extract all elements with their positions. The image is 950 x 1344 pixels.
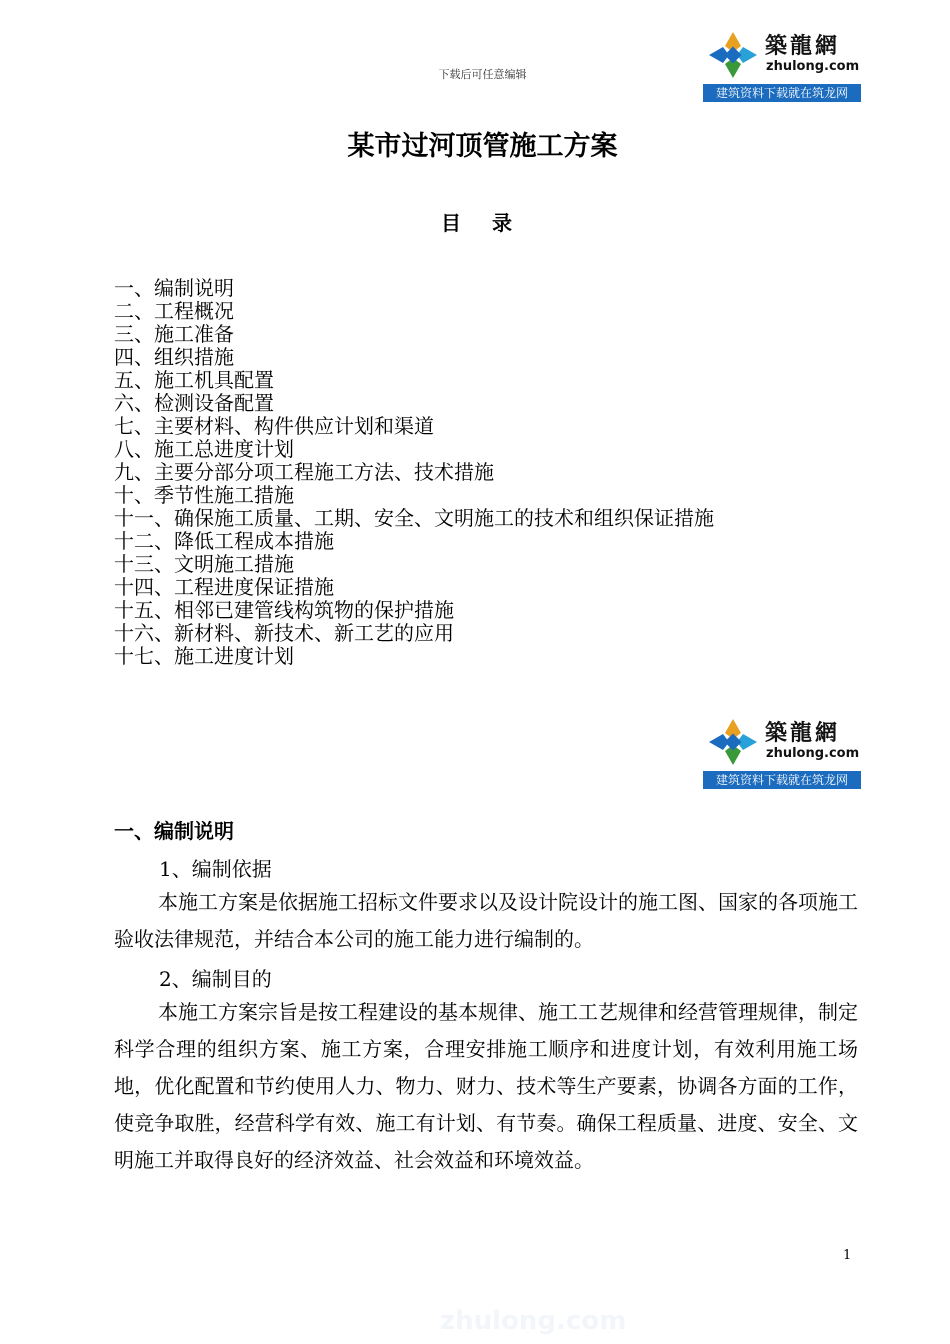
toc-item: 七、主要材料、构件供应计划和渠道: [114, 414, 434, 438]
toc-item: 八、施工总进度计划: [114, 437, 294, 461]
watermark: zhulong.com: [440, 1306, 627, 1336]
zhulong-logo-top: [703, 26, 861, 102]
toc-item: 十、季节性施工措施: [114, 483, 294, 507]
toc-item: 十一、确保施工质量、工期、安全、文明施工的技术和组织保证措施: [114, 506, 714, 530]
toc-item: 十五、相邻已建管线构筑物的保护措施: [114, 598, 454, 622]
toc-heading: 目 录: [441, 211, 524, 235]
document-title: 某市过河顶管施工方案: [347, 131, 618, 162]
toc-item: 十七、施工进度计划: [114, 644, 294, 668]
logo-domain: zhulong.com: [766, 59, 860, 74]
toc-item: 十四、工程进度保证措施: [114, 575, 334, 599]
page-number: 1: [843, 1248, 852, 1263]
subsection-heading: 2、编制目的: [159, 967, 272, 991]
logo-domain: zhulong.com: [766, 746, 860, 761]
toc-item: 五、施工机具配置: [114, 368, 274, 392]
header-note: 下载后可任意编辑: [438, 68, 527, 81]
zhulong-logo-middle: [703, 713, 861, 789]
toc-item: 十六、新材料、新技术、新工艺的应用: [114, 621, 454, 645]
toc-item: 四、组织措施: [114, 345, 234, 369]
section-heading: 一、编制说明: [114, 819, 234, 843]
toc-item: 三、施工准备: [114, 322, 234, 346]
logo-tagline: 建筑资料下载就在筑龙网: [703, 771, 861, 789]
logo-name-cn: 築龍網: [765, 34, 841, 59]
table-of-contents: [114, 277, 714, 668]
body-paragraph: 本施工方案是依据施工招标文件要求以及设计院设计的施工图、国家的各项施工验收法律规范，并结合本公司的施工能力进行编制的。: [114, 890, 858, 951]
toc-item: 十二、降低工程成本措施: [114, 529, 334, 553]
toc-item: 六、检测设备配置: [114, 391, 274, 415]
toc-item: 一、编制说明: [114, 276, 234, 300]
body-paragraph: 本施工方案宗旨是按工程建设的基本规律、施工工艺规律和经营管理规律，制定科学合理的组织方案、施工方案，合理安排施工顺序和进度计划，有效利用施工场地，优化配置和节约使用人力、物力、财力、技术等生产要素，协调各方面的工作，使竞争取胜，经营科学有效、施工有计划、有节奏。确保工程质量、进度、安全、文明施工并取得良好的经济效益、社会效益和环境效益。: [114, 1000, 858, 1172]
toc-item: 十三、文明施工措施: [114, 552, 294, 576]
logo-tagline: 建筑资料下载就在筑龙网: [703, 84, 861, 102]
toc-item: 二、工程概况: [114, 299, 234, 323]
zhulong-emblem-icon: [707, 30, 759, 80]
zhulong-emblem-icon: [707, 717, 759, 767]
toc-item: 九、主要分部分项工程施工方法、技术措施: [114, 460, 494, 484]
subsection-heading: 1、编制依据: [159, 857, 272, 881]
logo-name-cn: 築龍網: [765, 721, 841, 746]
